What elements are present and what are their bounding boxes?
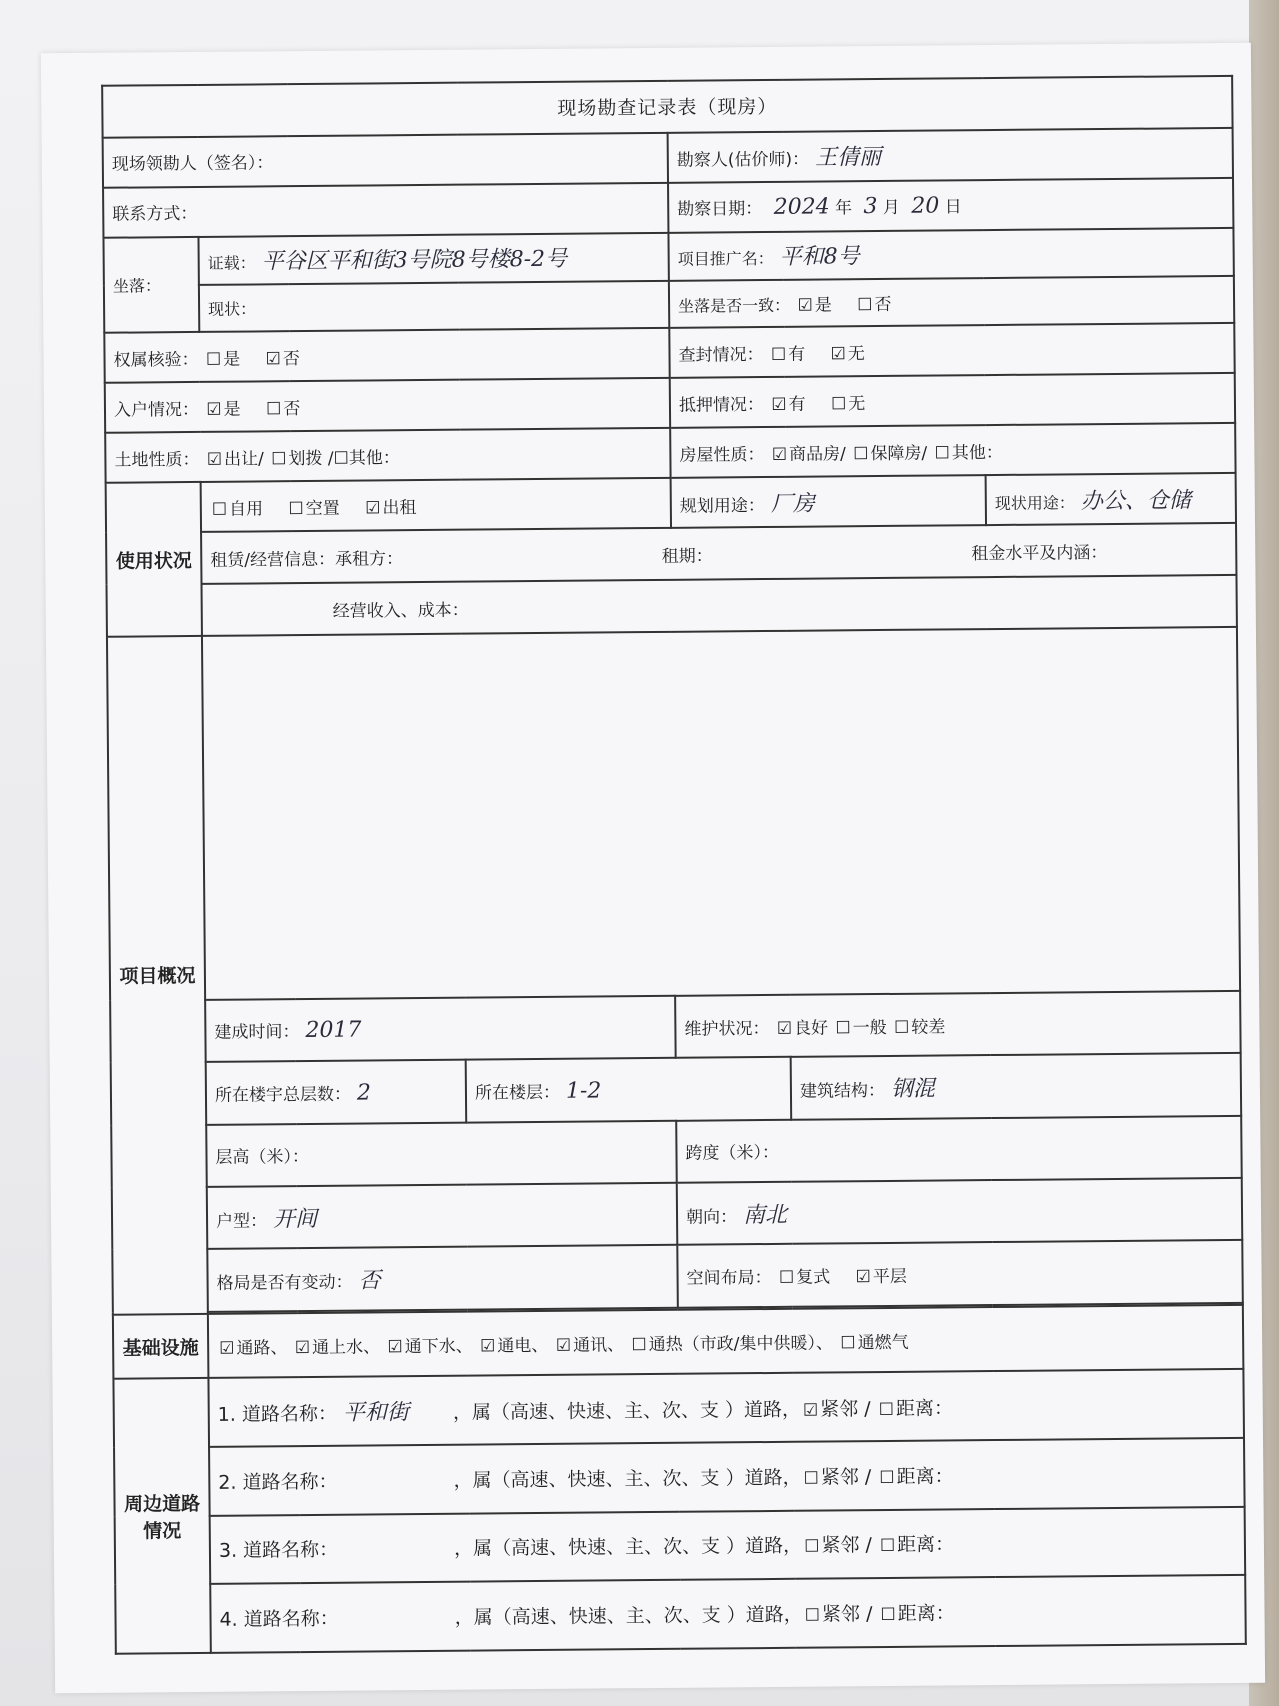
entry-no-checkbox[interactable]: ☐ <box>265 399 282 420</box>
land-transfer-checkbox[interactable]: ☑ <box>206 449 223 470</box>
infra-heat-label: 通热（市政/集中供暖）、 <box>648 1333 834 1355</box>
mortgage-yes-checkbox[interactable]: ☑ <box>771 394 787 415</box>
current-use-label: 现状用途： <box>994 492 1075 513</box>
ownership-yes-checkbox[interactable]: ☐ <box>205 349 222 370</box>
ownership-no-label: 否 <box>282 348 300 370</box>
built-label: 建成时间： <box>214 1022 300 1043</box>
road-3-sep: / <box>859 1534 878 1557</box>
contact-field <box>103 183 668 238</box>
plan-use-value: 厂房 <box>770 491 815 517</box>
road-1-name: 平和街 <box>342 1400 410 1426</box>
revenue-label: 经营收入、成本： <box>332 600 469 622</box>
road-4-label: 4. 道路名称： <box>219 1607 339 1631</box>
maint-good-checkbox[interactable]: ☑ <box>776 1018 793 1039</box>
infra-comm-label: 通讯、 <box>572 1334 625 1356</box>
land-other-label: /☐其他： <box>327 447 400 469</box>
infra-power-checkbox[interactable]: ☑ <box>480 1336 496 1357</box>
ownership-label: 权属核验： <box>113 349 199 371</box>
seal-no-label: 无 <box>847 344 865 365</box>
plan-use-label: 规划用途： <box>679 495 765 517</box>
infra-gas-label: 通燃气 <box>857 1332 909 1353</box>
orient-label: 朝向： <box>685 1207 738 1228</box>
road-2-label: 2. 道路名称： <box>218 1470 338 1494</box>
mortgage-label: 抵押情况： <box>678 394 765 416</box>
maint-label: 维护状况： <box>684 1018 770 1040</box>
seal-label: 查封情况： <box>678 344 764 366</box>
road-3-label: 3. 道路名称： <box>218 1539 339 1563</box>
road-2-name <box>344 1487 454 1488</box>
house-other-checkbox[interactable]: ☐ <box>934 443 950 464</box>
maint-good-label: 良好 <box>793 1018 829 1039</box>
current-use-field <box>986 473 1236 525</box>
ownership-no-checkbox[interactable]: ☑ <box>265 349 281 370</box>
road-1-adjacent-checkbox[interactable]: ☑ <box>802 1400 819 1421</box>
mortgage-no-checkbox[interactable]: ☐ <box>830 394 847 415</box>
ownership-field <box>104 328 669 383</box>
layout-field <box>207 1183 678 1249</box>
house-affordable-label: 保障房/ <box>870 443 928 464</box>
maint-poor-label: 较差 <box>911 1017 946 1038</box>
total-floors-value: 2 <box>356 1080 372 1106</box>
entry-field <box>105 378 670 433</box>
span-field <box>676 1116 1242 1183</box>
consistent-label: 坐落是否一致： <box>678 295 791 316</box>
usage-vacant-label: 空置 <box>305 498 340 519</box>
road-4-name <box>345 1624 455 1625</box>
survey-date-label: 勘察日期： <box>677 198 763 220</box>
date-month: 3 <box>863 193 878 219</box>
cert-address-field <box>198 233 668 285</box>
space-layout-field <box>677 1240 1243 1307</box>
land-allocate-label: 划拨 <box>288 448 323 469</box>
space-flat-label: 平层 <box>872 1266 907 1288</box>
survey-date-field <box>668 178 1233 233</box>
year-char: 年 <box>834 198 853 219</box>
consistent-field <box>669 276 1234 329</box>
land-transfer-label: 出让/ <box>223 449 264 470</box>
floor-height-field <box>206 1121 677 1187</box>
seal-no-checkbox[interactable]: ☑ <box>830 344 846 365</box>
road-1-distance-checkbox[interactable]: ☐ <box>878 1400 895 1421</box>
seal-yes-label: 有 <box>788 344 806 365</box>
lease-info-field <box>201 523 1236 584</box>
change-label: 格局是否有变动： <box>216 1272 353 1294</box>
house-affordable-checkbox[interactable]: ☐ <box>853 443 869 464</box>
current-use-value: 办公、仓储 <box>1080 487 1191 514</box>
actual-label: 现状： <box>208 299 257 319</box>
layout-change-field <box>207 1245 678 1311</box>
infra-road-checkbox[interactable]: ☑ <box>219 1338 235 1359</box>
house-commercial-label: 商品房/ <box>788 444 846 465</box>
road-4-class: ，属（高速、快速、主、次、支 ）道路， <box>454 1603 803 1629</box>
consistent-yes-label: 是 <box>814 295 832 316</box>
usage-self-checkbox[interactable]: ☐ <box>211 499 228 520</box>
project-name-field <box>668 228 1233 281</box>
total-floors-label: 所在楼宇总层数： <box>214 1084 352 1106</box>
road-row-1 <box>208 1369 1244 1447</box>
usage-self-label: 自用 <box>229 499 264 520</box>
road-4-adjacent-checkbox[interactable]: ☐ <box>804 1605 821 1626</box>
space-duplex-label: 复式 <box>796 1267 831 1288</box>
date-year: 2024 <box>773 194 830 220</box>
infra-road-label: 通路、 <box>236 1337 288 1359</box>
infra-water-checkbox[interactable]: ☑ <box>294 1337 311 1358</box>
entry-no-label: 否 <box>283 398 301 420</box>
floor-value: 1-2 <box>565 1077 602 1104</box>
road-4-adjacent-label: 紧邻 <box>821 1603 861 1626</box>
form-title: 现场勘查记录表（现房） <box>102 76 1232 138</box>
road-2-adjacent-label: 紧邻 <box>820 1466 859 1489</box>
ownership-yes-label: 是 <box>223 349 241 370</box>
consistent-yes-checkbox[interactable]: ☑ <box>797 295 813 316</box>
road-4-distance-checkbox[interactable]: ☐ <box>880 1605 896 1626</box>
orient-value: 南北 <box>742 1202 788 1229</box>
maint-average-label: 一般 <box>852 1017 887 1038</box>
road-2-distance-checkbox[interactable]: ☐ <box>879 1467 895 1488</box>
entry-yes-checkbox[interactable]: ☑ <box>206 399 222 420</box>
road-row-2 <box>209 1438 1245 1516</box>
seal-field <box>669 323 1234 378</box>
actual-address-field <box>199 280 669 332</box>
road-1-label: 1. 道路名称： <box>217 1402 338 1427</box>
usage-rent-label: 出租 <box>382 497 417 518</box>
mortgage-no-label: 无 <box>848 393 866 415</box>
usage-vacant-checkbox[interactable]: ☐ <box>288 498 304 519</box>
entry-label: 入户情况： <box>113 399 200 421</box>
infra-sewer-label: 通下水、 <box>404 1336 473 1357</box>
span-label: 跨度（米）： <box>685 1143 780 1165</box>
road-1-adjacent-label: 紧邻 <box>820 1398 859 1421</box>
road-2-class: ，属（高速、快速、主、次、支 ）道路， <box>453 1466 802 1492</box>
road-3-distance-checkbox[interactable]: ☐ <box>879 1536 896 1557</box>
road-4-distance-label: 距离： <box>897 1602 955 1626</box>
house-other-label: 其他： <box>951 442 1003 464</box>
maintenance-field <box>675 991 1241 1058</box>
day-char: 日 <box>944 197 962 218</box>
height-label: 层高（米）： <box>215 1147 310 1169</box>
onsite-guide-field <box>103 133 668 188</box>
road-3-name <box>344 1555 454 1556</box>
surveyor-label: 勘察人(估价师)： <box>676 150 810 172</box>
road-4-sep: / <box>859 1603 879 1626</box>
floor-label: 所在楼层： <box>474 1082 561 1104</box>
house-nature-field <box>670 423 1235 478</box>
built-year-field <box>205 996 676 1062</box>
date-day: 20 <box>911 193 940 219</box>
consistent-no-checkbox[interactable]: ☐ <box>857 295 873 316</box>
road-row-4 <box>210 1575 1246 1653</box>
layout-label: 户型： <box>215 1211 268 1232</box>
cert-address-value: 平谷区平和街3号院8号楼8-2号 <box>261 246 568 275</box>
survey-form-table <box>101 75 1247 1655</box>
road-1-class: ，属（高速、快速、主、次、支 ）道路， <box>452 1398 802 1424</box>
infra-power-label: 通电、 <box>497 1335 549 1357</box>
surveyor-signature: 王倩丽 <box>814 145 882 171</box>
infra-section-label: 基础设施 <box>113 1314 209 1379</box>
space-label: 空间布局： <box>686 1268 772 1289</box>
structure-value: 钢混 <box>890 1076 936 1102</box>
usage-rent-checkbox[interactable]: ☑ <box>365 497 381 519</box>
mortgage-yes-label: 有 <box>788 394 806 415</box>
month-char: 月 <box>882 197 900 218</box>
infra-comm-checkbox[interactable]: ☑ <box>555 1335 572 1356</box>
infra-gas-checkbox[interactable]: ☐ <box>840 1332 856 1354</box>
lease-term-label: 租期： <box>661 546 713 567</box>
rent-level-label: 租金水平及内涵： <box>971 542 1108 564</box>
layout-value: 开间 <box>272 1206 318 1233</box>
space-duplex-checkbox[interactable]: ☐ <box>778 1267 795 1289</box>
overview-section-label: 项目概况 <box>107 636 208 1315</box>
usage-section-label: 使用状况 <box>106 482 202 637</box>
cert-label: 证载： <box>207 253 256 274</box>
usage-options <box>201 478 671 532</box>
infra-water-label: 通上水、 <box>311 1337 381 1358</box>
mortgage-field <box>670 373 1235 428</box>
road-2-adjacent-checkbox[interactable]: ☐ <box>803 1468 819 1489</box>
road-3-adjacent-label: 紧邻 <box>821 1534 860 1557</box>
maint-average-checkbox[interactable]: ☐ <box>835 1017 851 1039</box>
road-1-distance-label: 距离： <box>895 1397 954 1421</box>
house-commercial-checkbox[interactable]: ☑ <box>771 444 788 465</box>
roads-section-label: 周边道路情况 <box>113 1378 210 1653</box>
infra-sewer-checkbox[interactable]: ☑ <box>387 1336 403 1357</box>
maint-poor-checkbox[interactable]: ☐ <box>894 1017 910 1038</box>
floor-field <box>466 1057 792 1122</box>
project-name-value: 平和8号 <box>779 244 860 271</box>
road-3-adjacent-checkbox[interactable]: ☐ <box>804 1537 820 1558</box>
house-label: 房屋性质： <box>679 444 765 466</box>
project-name-label: 项目推广名： <box>677 249 774 269</box>
structure-label: 建筑结构： <box>799 1081 886 1102</box>
land-field <box>105 428 670 483</box>
infra-heat-checkbox[interactable]: ☐ <box>631 1334 647 1355</box>
surveyor-field <box>668 128 1233 183</box>
overview-blank-area <box>202 627 1240 1000</box>
land-allocate-checkbox[interactable]: ☐ <box>271 448 287 470</box>
structure-field <box>791 1053 1242 1119</box>
seal-yes-checkbox[interactable]: ☐ <box>770 344 787 365</box>
plan-use-field <box>671 475 986 528</box>
revenue-field <box>202 575 1237 636</box>
entry-yes-label: 是 <box>223 399 241 420</box>
road-3-class: ，属（高速、快速、主、次、支 ）道路， <box>454 1535 803 1561</box>
road-3-distance-label: 距离： <box>897 1533 955 1557</box>
lease-tenant-label: 租赁/经营信息：承租方： <box>210 548 404 571</box>
change-value: 否 <box>358 1268 381 1294</box>
road-1-sep: / <box>858 1398 877 1421</box>
contact-label: 联系方式： <box>112 204 198 226</box>
land-label: 土地性质： <box>114 449 200 471</box>
consistent-no-label: 否 <box>874 294 892 316</box>
space-flat-checkbox[interactable]: ☑ <box>855 1267 871 1288</box>
orientation-field <box>677 1178 1243 1245</box>
total-floors-field <box>206 1060 467 1125</box>
infra-options <box>208 1305 1244 1378</box>
road-2-distance-label: 距离： <box>896 1465 954 1488</box>
built-year-value: 2017 <box>305 1017 362 1044</box>
onsite-guide-label: 现场领勘人（签名）： <box>111 153 274 176</box>
road-row-3 <box>210 1506 1246 1584</box>
location-label: 坐落： <box>103 237 199 333</box>
road-2-sep: / <box>858 1465 878 1489</box>
paper-sheet <box>41 43 1265 1693</box>
